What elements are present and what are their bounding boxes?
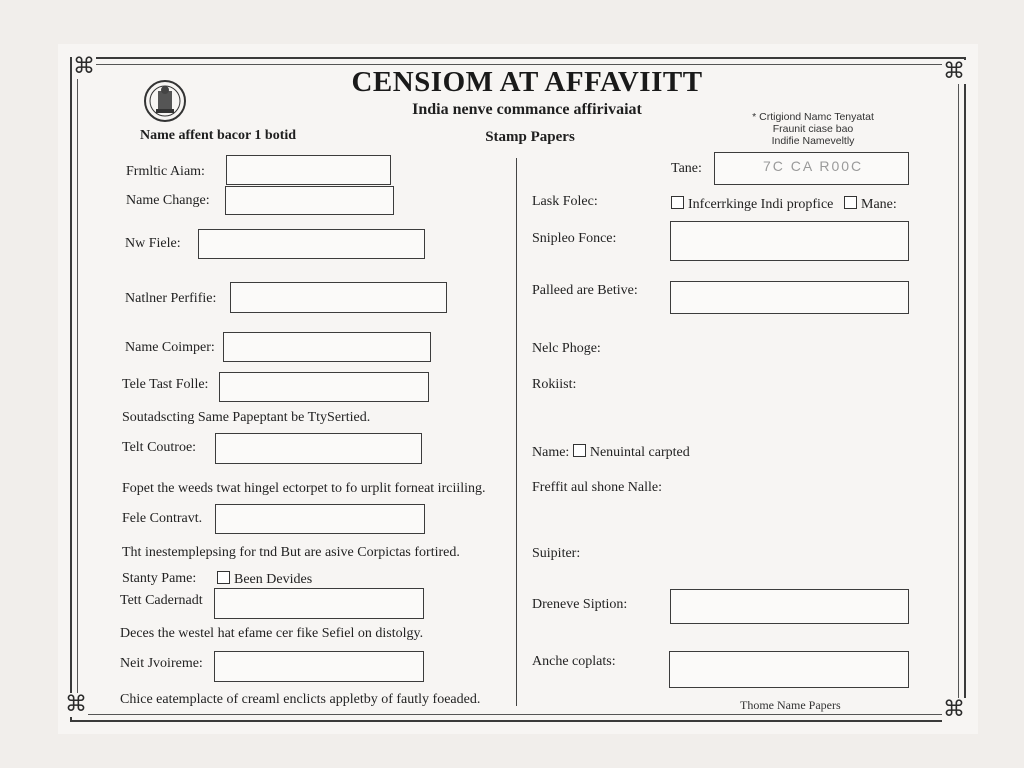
rokiist-label: Rokiist: <box>532 377 577 392</box>
palled-field[interactable] <box>670 281 909 314</box>
field-label: Fele Contravt. <box>122 511 203 526</box>
top-right-line-2: Fraunit ciase bao <box>772 123 854 135</box>
dreneve-label: Dreneve Siption: <box>532 597 628 612</box>
top-right-line-1: * Crtigiond Namc Tenyatat <box>752 111 874 123</box>
text-line: Deces the westel hat efame cer fike Sefiel on distolgy. <box>120 626 424 641</box>
text-line: Fopet the weeds twat hingel ectorpet to fo urplit forneat irciiling. <box>122 481 486 496</box>
snipleo-field[interactable] <box>670 221 909 261</box>
name-option[interactable] <box>532 444 690 461</box>
text-line: Tht inestemplepsing for tnd But are asive Corpictas fortired. <box>122 545 460 560</box>
text-line: Soutadscting Same Papeptant be TtySertied. <box>122 410 371 425</box>
text-field[interactable] <box>219 372 429 402</box>
field-label: Frmltic Aiam: <box>126 164 205 179</box>
lask-option-1[interactable] <box>671 196 833 213</box>
snipleo-label: Snipleo Fonce: <box>532 231 617 246</box>
text-field[interactable] <box>214 651 424 682</box>
checkbox-label: Mane: <box>861 197 897 212</box>
lask-option-2[interactable] <box>844 196 897 213</box>
tane-label: Tane: <box>671 161 702 176</box>
checkbox-label: Infcerrkinge Indi propfice <box>688 197 834 212</box>
emblem-seal-icon <box>143 79 187 123</box>
document-subtitle: India nenve commance affirivaiat <box>412 101 642 118</box>
freffit-label: Freffit aul shone Nalle: <box>532 480 662 495</box>
text-field[interactable] <box>226 155 391 185</box>
top-right-note <box>748 111 878 147</box>
field-label: Natlner Perfifie: <box>125 291 217 306</box>
field-label: Name Change: <box>126 193 210 208</box>
field-label: Nw Fiele: <box>125 236 181 251</box>
checkbox[interactable] <box>217 571 230 584</box>
text-field[interactable] <box>230 282 447 313</box>
field-label: Neit Jvoireme: <box>120 656 203 671</box>
text-field[interactable] <box>214 588 424 619</box>
checkbox[interactable] <box>573 444 586 457</box>
seal-caption: Name affent bacor 1 botid <box>140 128 297 143</box>
stanty-label: Stanty Pame: <box>122 571 197 586</box>
palled-label: Palleed are Betive: <box>532 283 638 298</box>
field-label: Tett Cadernadt <box>120 593 203 608</box>
been-devides-option[interactable] <box>217 571 312 588</box>
top-right-line-3: Indifie Nameveltly <box>771 135 855 147</box>
document-title: CENSIOM AT AFFAVIITT <box>351 66 703 98</box>
field-label: Tele Tast Folle: <box>122 377 209 392</box>
text-field[interactable] <box>198 229 425 259</box>
checkbox[interactable] <box>844 196 857 209</box>
footer-note: Thome Name Papers <box>740 698 841 712</box>
checkbox[interactable] <box>671 196 684 209</box>
text-field[interactable] <box>225 186 394 215</box>
lask-label: Lask Folec: <box>532 194 598 209</box>
stamp-papers-heading: Stamp Papers <box>485 129 575 145</box>
nelc-label: Nelc Phoge: <box>532 341 601 356</box>
checkbox-label: Nenuintal carpted <box>589 445 690 460</box>
column-divider <box>516 158 517 706</box>
tane-field[interactable]: 7C CA R00C <box>714 152 909 185</box>
field-label: Telt Coutroe: <box>122 440 197 455</box>
corner-ornament-top-right: ⌘ <box>943 59 965 84</box>
field-label: Name Coimper: <box>125 340 215 355</box>
text-field[interactable] <box>223 332 431 362</box>
suipiter-label: Suipiter: <box>532 546 581 561</box>
name-label: Name: <box>532 445 570 460</box>
dreneve-field[interactable] <box>670 589 909 624</box>
corner-ornament-top-left: ⌘ <box>73 54 95 79</box>
checkbox-label: Been Devides <box>234 572 313 587</box>
corner-ornament-bottom-left: ⌘ <box>65 692 87 717</box>
corner-ornament-bottom-right: ⌘ <box>943 697 965 722</box>
text-field[interactable] <box>215 504 425 534</box>
anche-field[interactable] <box>669 651 909 688</box>
anche-label: Anche coplats: <box>532 654 616 669</box>
text-field[interactable] <box>215 433 422 464</box>
text-line: Chice eatemplacte of creaml enclicts appletby of fautly foeaded. <box>120 692 481 707</box>
